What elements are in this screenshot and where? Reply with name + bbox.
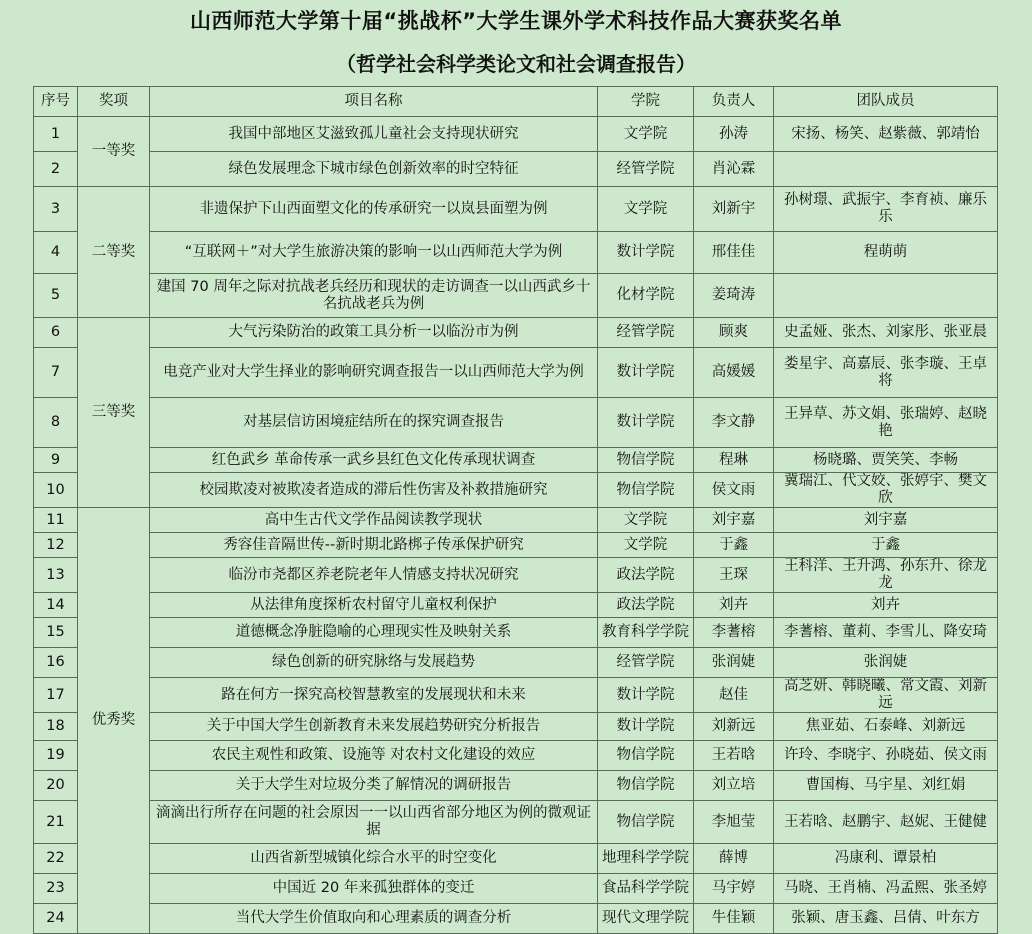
row-project: 大气污染防治的政策工具分析一以临汾市为例 bbox=[150, 318, 598, 348]
row-college: 数计学院 bbox=[598, 348, 694, 398]
row-project: 当代大学生价值取向和心理素质的调查分析 bbox=[150, 904, 598, 934]
table-row bbox=[34, 558, 998, 593]
row-team: 李蓍榕、董莉、李雪儿、降安琦 bbox=[774, 618, 998, 648]
row-project: 电竞产业对大学生择业的影响研究调查报告一以山西师范大学为例 bbox=[150, 348, 598, 398]
row-no: 17 bbox=[34, 678, 78, 713]
award-excellent: 优秀奖 bbox=[78, 508, 150, 934]
row-team: 张润婕 bbox=[774, 648, 998, 678]
table-row bbox=[34, 648, 998, 678]
row-team: 宋扬、杨笑、赵紫薇、郭靖怡 bbox=[774, 117, 998, 152]
row-leader: 于鑫 bbox=[694, 533, 774, 558]
row-leader: 李蓍榕 bbox=[694, 618, 774, 648]
table-row bbox=[34, 318, 998, 348]
page-subtitle: （哲学社会科学类论文和社会调查报告） bbox=[336, 52, 696, 76]
row-college: 物信学院 bbox=[598, 473, 694, 508]
row-team: 王异草、苏文娟、张瑞婷、赵晓艳 bbox=[774, 398, 998, 448]
row-no: 9 bbox=[34, 448, 78, 473]
row-team: 高芝妍、韩晓曦、常文霞、刘新远 bbox=[774, 678, 998, 713]
row-no: 7 bbox=[34, 348, 78, 398]
row-college: 地理科学学院 bbox=[598, 844, 694, 874]
row-project: 校园欺凌对被欺凌者造成的滞后性伤害及补救措施研究 bbox=[150, 473, 598, 508]
row-no: 21 bbox=[34, 801, 78, 844]
row-college: 物信学院 bbox=[598, 771, 694, 801]
row-leader: 牛佳颖 bbox=[694, 904, 774, 934]
row-leader: 肖沁霖 bbox=[694, 152, 774, 187]
table-row bbox=[34, 117, 998, 152]
row-no: 13 bbox=[34, 558, 78, 593]
header-no: 序号 bbox=[34, 87, 78, 117]
row-no: 5 bbox=[34, 274, 78, 318]
row-college: 政法学院 bbox=[598, 593, 694, 618]
row-no: 15 bbox=[34, 618, 78, 648]
row-no: 18 bbox=[34, 713, 78, 741]
row-college: 政法学院 bbox=[598, 558, 694, 593]
row-project: 绿色发展理念下城市绿色创新效率的时空特征 bbox=[150, 152, 598, 187]
row-no: 11 bbox=[34, 508, 78, 533]
row-project: 关于中国大学生创新教育未来发展趋势研究分析报告 bbox=[150, 713, 598, 741]
table-row bbox=[34, 618, 998, 648]
header-project: 项目名称 bbox=[150, 87, 598, 117]
table-row bbox=[34, 473, 998, 508]
row-college: 文学院 bbox=[598, 187, 694, 232]
row-project: 道德概念净脏隐喻的心理现实性及映射关系 bbox=[150, 618, 598, 648]
row-team: 马晓、王肖楠、冯孟熙、张圣婷 bbox=[774, 874, 998, 904]
award-first: 一等奖 bbox=[78, 117, 150, 187]
row-college: 经管学院 bbox=[598, 318, 694, 348]
table-row bbox=[34, 678, 998, 713]
table-row bbox=[34, 904, 998, 934]
row-college: 经管学院 bbox=[598, 152, 694, 187]
row-leader: 马宇婷 bbox=[694, 874, 774, 904]
table-row bbox=[34, 533, 998, 558]
row-leader: 侯文雨 bbox=[694, 473, 774, 508]
row-team: 娄星宇、高嘉辰、张李璇、王卓将 bbox=[774, 348, 998, 398]
table-row bbox=[34, 348, 998, 398]
row-team: 孙树璟、武振宇、李育祯、廉乐乐 bbox=[774, 187, 998, 232]
row-project: 对基层信访困境症结所在的探究调查报告 bbox=[150, 398, 598, 448]
row-no: 10 bbox=[34, 473, 78, 508]
row-team: 焦亚茹、石泰峰、刘新远 bbox=[774, 713, 998, 741]
table-row bbox=[34, 874, 998, 904]
row-project: 关于大学生对垃圾分类了解情况的调研报告 bbox=[150, 771, 598, 801]
row-no: 8 bbox=[34, 398, 78, 448]
header-row bbox=[34, 87, 998, 117]
row-no: 20 bbox=[34, 771, 78, 801]
row-no: 1 bbox=[34, 117, 78, 152]
row-team: 冯康利、谭景柏 bbox=[774, 844, 998, 874]
table-row bbox=[34, 232, 998, 274]
header-college: 学院 bbox=[598, 87, 694, 117]
awards-table bbox=[33, 86, 998, 934]
row-team: 张颖、唐玉鑫、吕倩、叶东方 bbox=[774, 904, 998, 934]
row-project: 临汾市尧都区养老院老年人情感支持状况研究 bbox=[150, 558, 598, 593]
row-college: 物信学院 bbox=[598, 448, 694, 473]
table-row bbox=[34, 593, 998, 618]
table-row bbox=[34, 801, 998, 844]
page-title: 山西师范大学第十届“挑战杯”大学生课外学术科技作品大赛获奖名单 bbox=[189, 9, 843, 33]
row-leader: 张润婕 bbox=[694, 648, 774, 678]
row-project: 我国中部地区艾滋致孤儿童社会支持现状研究 bbox=[150, 117, 598, 152]
row-team: 史孟娅、张杰、刘家彤、张亚晨 bbox=[774, 318, 998, 348]
row-college: 数计学院 bbox=[598, 232, 694, 274]
row-no: 24 bbox=[34, 904, 78, 934]
row-leader: 高媛媛 bbox=[694, 348, 774, 398]
row-college: 教育科学学院 bbox=[598, 618, 694, 648]
row-college: 经管学院 bbox=[598, 648, 694, 678]
row-leader: 赵佳 bbox=[694, 678, 774, 713]
row-no: 4 bbox=[34, 232, 78, 274]
row-team: 于鑫 bbox=[774, 533, 998, 558]
table-row bbox=[34, 274, 998, 318]
row-leader: 李旭莹 bbox=[694, 801, 774, 844]
table-row bbox=[34, 844, 998, 874]
table-row bbox=[34, 713, 998, 741]
row-no: 2 bbox=[34, 152, 78, 187]
row-project: 中国近 20 年来孤独群体的变迁 bbox=[150, 874, 598, 904]
table-row bbox=[34, 508, 998, 533]
row-no: 6 bbox=[34, 318, 78, 348]
row-project: 秀容佳音隔世传--新时期北路梆子传承保护研究 bbox=[150, 533, 598, 558]
row-project: 从法律角度探析农村留守儿童权利保护 bbox=[150, 593, 598, 618]
row-college: 化材学院 bbox=[598, 274, 694, 318]
table-row bbox=[34, 771, 998, 801]
row-project: 非遗保护下山西面塑文化的传承研究一以岚县面塑为例 bbox=[150, 187, 598, 232]
row-no: 23 bbox=[34, 874, 78, 904]
row-no: 14 bbox=[34, 593, 78, 618]
row-leader: 刘新宇 bbox=[694, 187, 774, 232]
row-project: 山西省新型城镇化综合水平的时空变化 bbox=[150, 844, 598, 874]
row-team bbox=[774, 152, 998, 187]
row-college: 文学院 bbox=[598, 533, 694, 558]
award-third: 三等奖 bbox=[78, 318, 150, 508]
header-team: 团队成员 bbox=[774, 87, 998, 117]
row-project: 高中生古代文学作品阅读教学现状 bbox=[150, 508, 598, 533]
row-college: 数计学院 bbox=[598, 678, 694, 713]
row-no: 16 bbox=[34, 648, 78, 678]
table-row bbox=[34, 152, 998, 187]
row-college: 现代文理学院 bbox=[598, 904, 694, 934]
row-project: 路在何方一探究高校智慧教室的发展现状和未来 bbox=[150, 678, 598, 713]
row-leader: 顾爽 bbox=[694, 318, 774, 348]
row-leader: 王琛 bbox=[694, 558, 774, 593]
row-college: 文学院 bbox=[598, 508, 694, 533]
row-no: 19 bbox=[34, 741, 78, 771]
row-team: 冀瑞江、代文姣、张婷宇、樊文欣 bbox=[774, 473, 998, 508]
row-college: 数计学院 bbox=[598, 713, 694, 741]
header-award: 奖项 bbox=[78, 87, 150, 117]
row-leader: 刘卉 bbox=[694, 593, 774, 618]
row-leader: 姜琦涛 bbox=[694, 274, 774, 318]
row-college: 数计学院 bbox=[598, 398, 694, 448]
row-team: 曹国梅、马宇星、刘红娟 bbox=[774, 771, 998, 801]
row-no: 12 bbox=[34, 533, 78, 558]
header-leader: 负责人 bbox=[694, 87, 774, 117]
row-project: 红色武乡 革命传承一武乡县红色文化传承现状调查 bbox=[150, 448, 598, 473]
row-no: 3 bbox=[34, 187, 78, 232]
row-leader: 刘立培 bbox=[694, 771, 774, 801]
row-project: 滴滴出行所存在问题的社会原因一一以山西省部分地区为例的微观证据 bbox=[150, 801, 598, 844]
row-leader: 李文静 bbox=[694, 398, 774, 448]
award-second: 二等奖 bbox=[78, 187, 150, 318]
row-leader: 薛博 bbox=[694, 844, 774, 874]
row-team: 杨晓璐、贾笑笑、李畅 bbox=[774, 448, 998, 473]
table-row bbox=[34, 187, 998, 232]
row-leader: 邢佳佳 bbox=[694, 232, 774, 274]
row-team: 王若晗、赵鹏宇、赵妮、王健健 bbox=[774, 801, 998, 844]
row-team: 王科洋、王升鸿、孙东升、徐龙龙 bbox=[774, 558, 998, 593]
table-row bbox=[34, 398, 998, 448]
row-project: “互联网＋”对大学生旅游决策的影响一以山西师范大学为例 bbox=[150, 232, 598, 274]
row-leader: 刘宇嘉 bbox=[694, 508, 774, 533]
row-no: 22 bbox=[34, 844, 78, 874]
row-college: 食品科学学院 bbox=[598, 874, 694, 904]
row-team: 许玲、李晓宇、孙晓茹、侯文雨 bbox=[774, 741, 998, 771]
row-leader: 王若晗 bbox=[694, 741, 774, 771]
table-row bbox=[34, 741, 998, 771]
row-leader: 孙涛 bbox=[694, 117, 774, 152]
row-project: 绿色创新的研究脉络与发展趋势 bbox=[150, 648, 598, 678]
row-team bbox=[774, 274, 998, 318]
row-college: 物信学院 bbox=[598, 741, 694, 771]
table-row bbox=[34, 448, 998, 473]
row-project: 建国 70 周年之际对抗战老兵经历和现状的走访调查一以山西武乡十名抗战老兵为例 bbox=[150, 274, 598, 318]
row-college: 文学院 bbox=[598, 117, 694, 152]
row-team: 刘卉 bbox=[774, 593, 998, 618]
row-team: 程萌萌 bbox=[774, 232, 998, 274]
row-project: 农民主观性和政策、设施等 对农村文化建设的效应 bbox=[150, 741, 598, 771]
row-team: 刘宇嘉 bbox=[774, 508, 998, 533]
row-college: 物信学院 bbox=[598, 801, 694, 844]
row-leader: 刘新远 bbox=[694, 713, 774, 741]
row-leader: 程琳 bbox=[694, 448, 774, 473]
